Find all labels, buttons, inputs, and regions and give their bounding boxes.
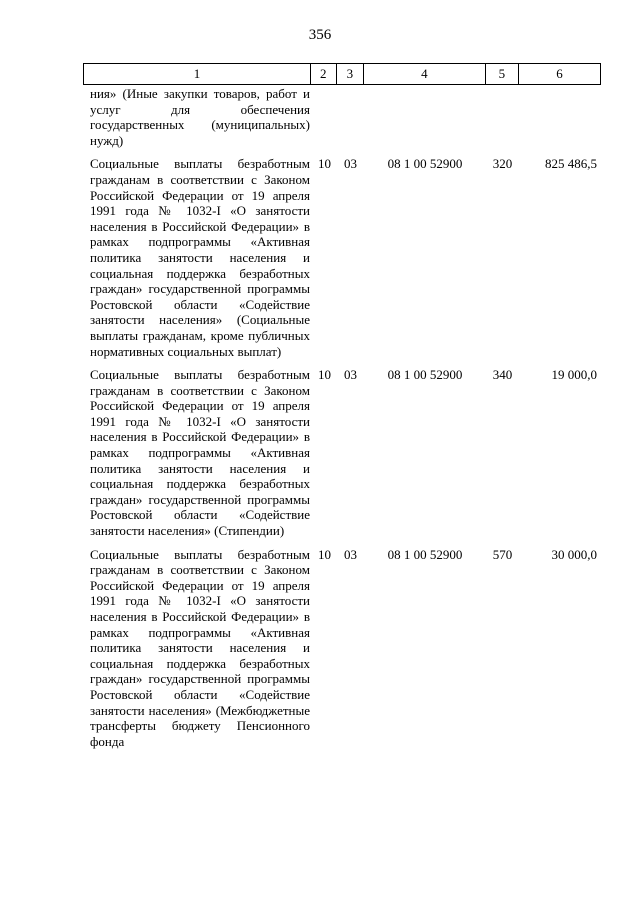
row-description: Социальные выплаты безработным гражданам в соответствии с Законом Российской Федерации от 19 апреля 1991 года № 1032-I «О занятости населения в Российской Федерации» в рамках подпрограммы «Активная политика занятости населения и социальная поддержка безработных граждан» государственной программы Ростовской области «Содействие занятости населения» (Социальные выплаты гражданам, кроме публичных нормативных социальных выплат) <box>90 156 310 359</box>
row-description: Социальные выплаты безработным гражданам в соответствии с Законом Российской Федерации от 19 апреля 1991 года № 1032-I «О занятости населения в Российской Федерации» в рамках подпрограммы «Активная политика занятости населения и социальная поддержка безработных граждан» государственной программы Ростовской области «Содействие занятости населения» (Межбюджетные трансферты бюджету Пенсионного фонда <box>90 546 310 749</box>
row-csr: 08 1 00 52900 <box>387 546 463 562</box>
row-amount: 30 000,0 <box>551 546 597 562</box>
row-pr: 03 <box>344 546 357 562</box>
column-header-2: 2 <box>310 64 336 84</box>
row-description: ния» (Иные закупки товаров, работ и услуг для обеспечения государственных (муниципальных) нужд) <box>90 86 310 148</box>
row-pr: 03 <box>344 367 357 383</box>
row-pr: 03 <box>344 156 357 172</box>
row-description: Социальные выплаты безработным гражданам в соответствии с Законом Российской Федерации от 19 апреля 1991 года № 1032-I «О занятости населения в Российской Федерации» в рамках подпрограммы «Активная политика занятости населения и социальная поддержка безработных граждан» государственной программы Ростовской области «Содействие занятости населения» (Стипендии) <box>90 367 310 539</box>
row-amount: 19 000,0 <box>551 367 597 383</box>
row-rz: 10 <box>318 367 331 383</box>
row-rz: 10 <box>318 156 331 172</box>
table-row <box>83 547 601 750</box>
table-row-continuation <box>83 86 601 148</box>
row-vr: 340 <box>492 367 513 383</box>
row-vr: 320 <box>492 156 513 172</box>
table-row <box>83 367 601 539</box>
table-header <box>83 63 601 85</box>
row-csr: 08 1 00 52900 <box>387 156 463 172</box>
row-vr: 570 <box>492 546 513 562</box>
column-header-4: 4 <box>363 64 484 84</box>
column-header-3: 3 <box>336 64 364 84</box>
row-rz: 10 <box>318 546 331 562</box>
table-row <box>83 156 601 359</box>
budget-table <box>83 63 601 749</box>
row-amount: 825 486,5 <box>545 156 597 172</box>
column-header-6: 6 <box>518 64 600 84</box>
column-header-5: 5 <box>485 64 519 84</box>
column-header-1: 1 <box>193 66 201 81</box>
row-csr: 08 1 00 52900 <box>387 367 463 383</box>
page-number: 356 <box>308 27 332 43</box>
